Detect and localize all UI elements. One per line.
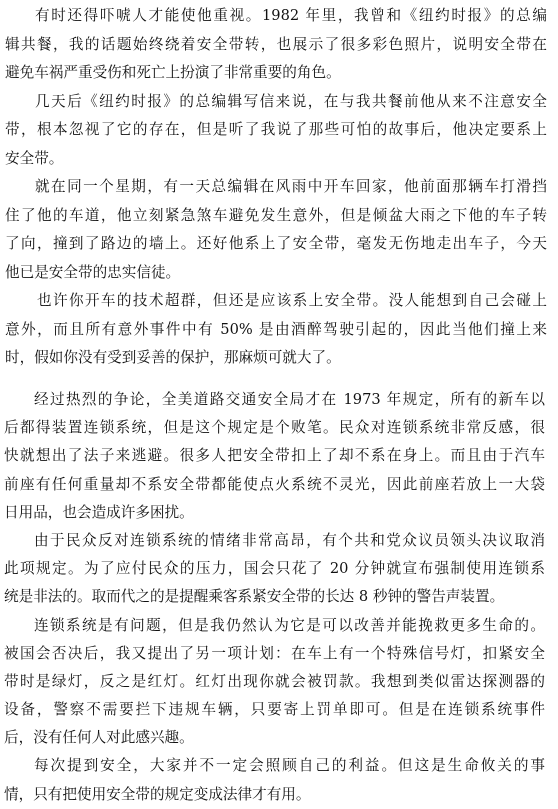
text-line: 他已是安全带的忠实信徒。 <box>5 263 181 281</box>
text-line: 也许你开车的技术超群，但还是应该系上安全带。没人能想到自己会碰上 <box>37 292 547 309</box>
text-line: 每次提到安全，大家并不一定会照顾自己的利益。但这是生命攸关的事 <box>34 757 545 775</box>
section-top <box>0 2 558 373</box>
text-line: 设备，警察不需要拦下违规车辆，只要寄上罚单即可。但是在连锁系统事件 <box>4 701 545 719</box>
text-line: 住了他的车道，他立刻紧急煞车避免发生意外，但是倾盆大雨之下他的车子转 <box>5 206 547 224</box>
text-line: 后都得装置连锁系统，但是这个规定是个败笔。民众对连锁系统非常反感，很 <box>4 419 545 437</box>
paragraph-drunk-driving <box>0 287 558 373</box>
text-line: 此项规定。为了应付民众的压力，国会只花了 20 分钟就宣布强制使用连锁系 <box>4 560 545 578</box>
paragraph-congress-repeal <box>0 527 558 612</box>
paragraph-editor-accident <box>0 173 558 287</box>
text-line: 带时是绿灯，反之是红灯。红灯出现你就会被罚款。我想到类似雷达探测器的 <box>4 672 545 690</box>
text-line: 快就想出了法子来逃避。很多人把安全带扣上了却不系在身上。而且由于汽车 <box>4 447 545 465</box>
section-bottom <box>0 386 558 809</box>
text-line: 就在同一个星期，有一天总编辑在风雨中开车回家，他前面那辆车打滑挡 <box>35 178 547 195</box>
text-line: 有时还得吓唬人才能使他重视。1982 年里，我曾和《纽约时报》的总编 <box>35 7 547 24</box>
text-line: 情，只有把使用安全带的规定变成法律才有用。 <box>4 785 311 803</box>
text-line: 统是非法的。取而代之的是提醒乘客系紧安全带的长达 8 秒钟的警告声装置。 <box>4 588 505 606</box>
paragraph-editor-dinner <box>0 2 558 88</box>
text-line: 辑共餐，我的话题始终绕着安全带转，也展示了很多彩色照片，说明安全带在 <box>5 35 547 53</box>
text-line: 时，假如你没有受到妥善的保护，那麻烦可就大了。 <box>5 349 341 366</box>
text-line: 由于民众反对连锁系统的情绪非常高昂，有个共和党众议员领头决议取消 <box>34 531 545 549</box>
paragraph-signal-light-plan <box>0 612 558 753</box>
text-line: 带，根本忽视了它的存在，但是听了我说了那些可怕的故事后，他决定要系上 <box>5 121 547 138</box>
text-line: 连锁系统是有问题，但是我仍然认为它是可以改善并能挽救更多生命的。 <box>34 616 545 634</box>
text-line: 经过热烈的争论，全美道路交通安全局才在 1973 年规定，所有的新车以 <box>34 391 545 408</box>
text-line: 避免车祸严重受伤和死亡上扮演了非常重要的角色。 <box>5 64 341 81</box>
text-line: 后，没有任何人对此感兴趣。 <box>4 729 194 747</box>
text-line: 被国会否决后，我又提出了另一项计划：在车上有一个特殊信号灯，扣紧安全 <box>4 644 545 662</box>
paragraph-safety-law <box>0 752 558 808</box>
text-line: 了向，撞到了路边的墙上。还好他系上了安全带，毫发无伤地走出车子，今天 <box>5 235 547 252</box>
text-line: 日用品，也会造成许多困扰。 <box>4 503 194 521</box>
paragraph-editor-letter <box>0 88 558 174</box>
text-line: 意外，而且所有意外事件中有 50% 是由酒醉驾驶引起的，因此当他们撞上来 <box>5 320 547 338</box>
text-line: 前座有任何重量却不系安全带都能使点火系统不灵光，因此前座若放上一大袋 <box>4 475 545 493</box>
text-line: 几天后《纽约时报》的总编辑写信来说，在与我共餐前他从来不注意安全 <box>35 92 547 110</box>
text-line: 安全带。 <box>5 149 64 167</box>
paragraph-interlock-rule <box>0 386 558 527</box>
